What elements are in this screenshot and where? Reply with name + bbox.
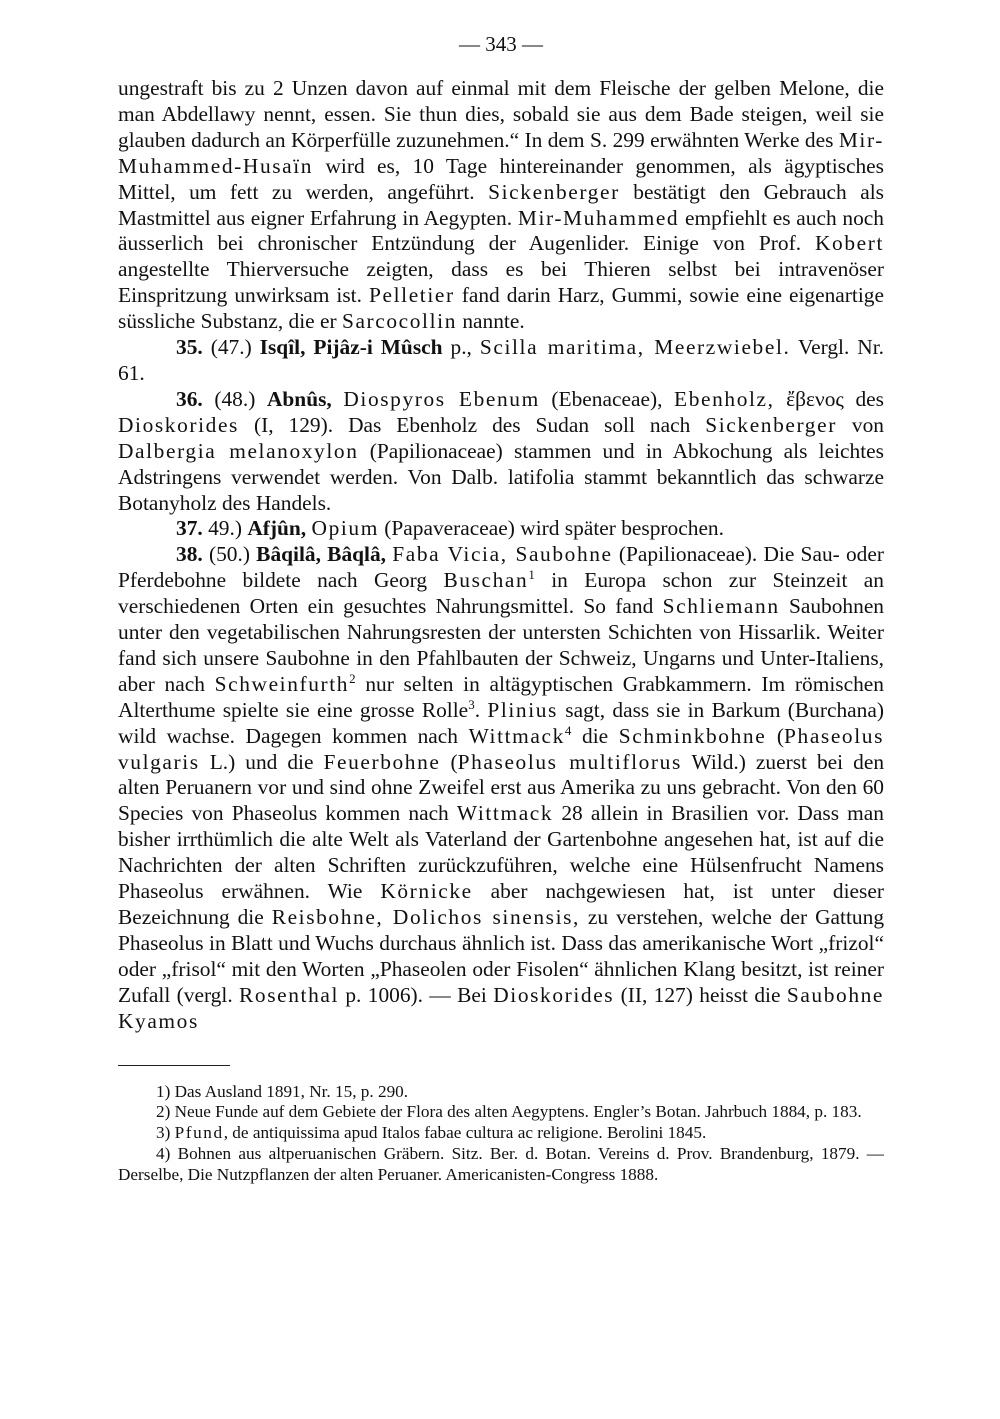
- text-run: Opium: [311, 516, 379, 541]
- text-run: Schweinfurth: [214, 671, 350, 696]
- page-number: — 343 —: [459, 32, 543, 56]
- text-run: Isqîl, Pijâz-i Mûsch: [259, 335, 443, 360]
- text-run: , de antiquissima apud Italos fabae cultura ac religione. Berolini 1845.: [223, 1123, 707, 1143]
- paragraph-entry-37: [118, 516, 884, 542]
- text-run: L.) und die: [199, 749, 324, 774]
- text-run: (Papilionaceae). Die Sau- oder Pferdebohne bildete nach Georg: [118, 542, 884, 593]
- body-text: [118, 76, 884, 1035]
- footnote-2: [118, 1102, 884, 1123]
- text-run: p.,: [442, 335, 480, 360]
- text-run: nur selten in altägyptischen Grabkammern. Im römischen Alterthume spielte sie eine grosse Rolle: [118, 671, 884, 722]
- text-run: Mir-Muhammed: [517, 205, 680, 230]
- footnote-marker: 3: [468, 696, 475, 712]
- text-run: Mir-Muhammed-Husaïn: [118, 127, 884, 178]
- text-run: 36.: [176, 386, 203, 411]
- text-run: fand darin Harz, Gummi, sowie eine eigenartige süssliche Substanz, die er: [118, 283, 884, 334]
- text-run: nannte.: [457, 309, 525, 334]
- text-run: Abnûs,: [266, 386, 332, 411]
- text-run: 3): [156, 1123, 175, 1143]
- text-run: Saubohne Kyamos: [118, 982, 885, 1033]
- text-run: ungestraft bis zu 2 Unzen davon auf einmal mit dem Fleische der gelben Melone, die man Abdellawy nennt, essen. Sie thun dies, sobald sie aus dem Bade steigen, weil sie glauben dadurch an Körperfülle zuzunehmen.“ In dem S. 299 erwähnten Werke des: [118, 76, 884, 152]
- text-run: Wild.) zuerst bei den alten Peruanern vor und sind ohne Zweifel erst aus Amerika zu uns gebracht. Von den 60 Species von Phaseolus kommen nach: [118, 749, 885, 826]
- text-run: (II, 127) heisst die: [614, 982, 787, 1007]
- text-run: 35.: [176, 335, 203, 360]
- text-run: Schliemann: [662, 594, 780, 619]
- text-run: sagt, dass sie in Barkum (Burchana) wild wachse. Dagegen kommen nach: [118, 697, 884, 748]
- text-run: Ebenholz,: [674, 386, 775, 411]
- text-run: Reisbohne, Dolichos sinensis,: [271, 905, 580, 929]
- text-run: zu verstehen, welche der Gattung Phaseolus in Blatt und Wuchs durchaus ähnlich ist. Dass das amerikanische Wort „frizol“ oder „frisol“ mit den Worten „Phaseolen oder Fisolen“ ähnlichen Klang besitzt, ist reiner Zufall (vergl.: [118, 905, 885, 1007]
- text-run: Schminkbohne: [618, 723, 767, 748]
- text-run: (50.): [202, 542, 257, 567]
- text-run: Vergl. Nr. 61.: [118, 335, 885, 385]
- text-run: Kobert: [815, 231, 884, 256]
- text-run: angestellte Thierversuche zeigten, dass es bei Thieren selbst bei intravenöser Einspritzung unwirksam ist.: [118, 257, 884, 308]
- text-run: 49.): [202, 516, 248, 541]
- text-run: ἔβενος des: [774, 386, 884, 411]
- text-run: (: [766, 723, 785, 748]
- text-run: Buschan: [443, 568, 529, 593]
- footnote-3: [118, 1123, 884, 1144]
- text-run: Körnicke: [380, 879, 473, 904]
- text-run: die: [571, 723, 619, 748]
- text-run: Afjûn,: [247, 516, 307, 541]
- text-run: 28 allein in Brasilien vor. Dass man bisher irrthümlich die alte Welt als Vaterland der Gartenbohne angesehen hat, ist auf die Nachrichten der alten Schriften zurückzuführen, welche eine Hülsenfrucht Namens Phaseolus erwähnen. Wie: [118, 801, 884, 904]
- text-run: von: [836, 412, 885, 437]
- text-run: 2) Neue Funde auf dem Gebiete der Flora des alten Aegyptens. Engler’s Botan. Jahrbuch 1884, p. 183.: [156, 1102, 862, 1122]
- text-run: aber nachgewiesen hat, ist unter dieser Bezeichnung die: [118, 879, 884, 929]
- footnote-marker: 1: [528, 567, 535, 583]
- text-run: wird es, 10 Tage hintereinander genommen, als ägyptisches Mittel, um fett zu werden, angeführt.: [118, 153, 884, 204]
- footnote-1: [118, 1082, 884, 1103]
- paragraph-entry-36: [118, 387, 884, 517]
- text-run: Dioskorides: [118, 412, 239, 437]
- document-page: [118, 30, 884, 1186]
- text-run: in Europa schon zur Steinzeit an verschiedenen Orten ein gesuchtes Nahrungsmittel. So fand: [118, 568, 884, 619]
- text-run: Sickenberger: [488, 179, 620, 204]
- text-run: Scilla maritima, Meerzwiebel.: [479, 335, 791, 360]
- text-run: p. 1006). — Bei: [339, 982, 494, 1007]
- text-run: Wittmack: [468, 723, 565, 748]
- paragraph: [118, 76, 884, 335]
- text-run: Sickenberger: [705, 412, 837, 437]
- text-run: 37.: [176, 516, 203, 541]
- text-run: (I, 129). Das Ebenholz des Sudan soll nach: [238, 412, 706, 437]
- text-run: Dalbergia melanoxylon: [118, 438, 359, 463]
- footnote-divider: [118, 1065, 230, 1066]
- footnotes: [118, 1082, 884, 1186]
- text-run: 4) Bohnen aus altperuanischen Gräbern. Sitz. Ber. d. Botan. Vereins d. Prov. Brandenburg, 1879. — Derselbe, Die Nutzpflanzen der alten Peruaner. Americanisten-Congress 1888.: [118, 1143, 884, 1184]
- paragraph-entry-35: [118, 335, 884, 387]
- text-run: Saubohnen unter den vegetabilischen Nahrungsresten der untersten Schichten von Hissarlik. Weiter fand sich unsere Saubohne in den Pfahlbauten der Schweiz, Ungarns und Unter-Italiens, aber nach: [118, 594, 885, 696]
- text-run: empfiehlt es auch noch äusserlich bei chronischer Entzündung der Augenlider. Einige von Prof.: [118, 205, 884, 256]
- footnote-4: [118, 1144, 884, 1186]
- text-run: Dioskorides: [493, 982, 615, 1007]
- text-run: [332, 387, 344, 411]
- text-run: Pelletier: [369, 283, 455, 308]
- text-run: (Ebenaceae),: [539, 386, 675, 411]
- text-run: .: [474, 697, 488, 722]
- text-run: (Papilionaceae) stammen und in Abkochung als leichtes Adstringens verwendet werden. Von Dalb. latifolia stammt bekanntlich das schwarze Botanyholz des Handels.: [118, 438, 885, 515]
- text-run: Feuerbohne: [323, 749, 441, 774]
- text-run: (48.): [202, 386, 267, 411]
- text-run: Bâqilâ, Bâqlâ,: [256, 542, 387, 567]
- footnote-marker: 4: [564, 722, 572, 738]
- text-run: Phaseolus multiflorus: [457, 749, 682, 774]
- text-run: Sarcocollin: [341, 309, 457, 334]
- paragraph-entry-38: [118, 542, 884, 1034]
- text-run: Diospyros Ebenum: [343, 386, 540, 411]
- text-run: Plinius: [487, 697, 558, 722]
- text-run: 1) Das Ausland 1891, Nr. 15, p. 290.: [156, 1081, 409, 1101]
- text-run: Rosenthal: [239, 982, 339, 1007]
- text-run: Pfund: [174, 1123, 224, 1143]
- text-run: Wittmack: [456, 801, 554, 826]
- footnote-marker: 2: [349, 670, 356, 686]
- text-run: 38.: [176, 542, 203, 567]
- text-run: Phaseolus vulgaris: [118, 723, 884, 774]
- text-run: (47.): [202, 335, 260, 360]
- text-run: Faba Vicia, Saubohne: [392, 542, 613, 567]
- text-run: (: [440, 749, 458, 774]
- text-run: (Papaveraceae) wird später besprochen.: [378, 516, 724, 541]
- text-run: bestätigt den Gebrauch als Mastmittel aus eigner Erfahrung in Aegypten.: [118, 179, 884, 230]
